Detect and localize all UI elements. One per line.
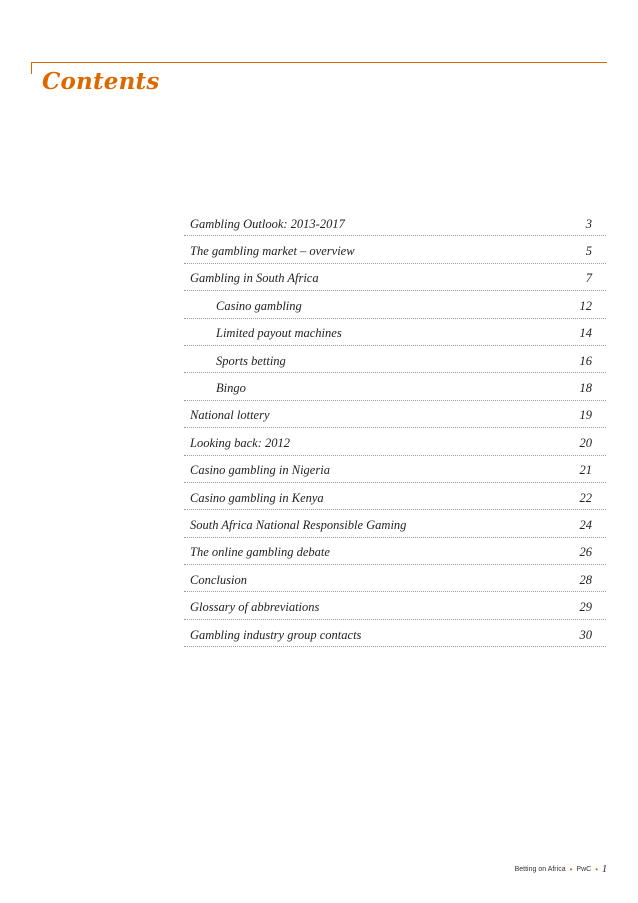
toc-entry-page: 7	[585, 271, 592, 286]
toc-entry-page: 20	[579, 435, 592, 450]
toc-entry-label: The online gambling debate	[190, 545, 330, 560]
toc-entry-label: Conclusion	[190, 572, 247, 587]
toc-entry[interactable]	[184, 428, 606, 455]
footer-separator: •	[595, 865, 598, 874]
toc-entry-label: National lottery	[190, 408, 270, 423]
toc-entry[interactable]	[184, 291, 606, 318]
footer-brand: PwC	[576, 866, 592, 873]
toc-entry[interactable]	[184, 264, 606, 291]
toc-entry-label: Gambling in South Africa	[190, 271, 319, 286]
toc-entry-label: Limited payout machines	[216, 326, 342, 341]
header-rule	[31, 62, 607, 63]
page-footer	[515, 864, 607, 875]
toc-entry-page: 30	[579, 627, 592, 642]
toc-entry-page: 18	[579, 381, 592, 396]
toc-entry-page: 22	[579, 490, 592, 505]
toc-entry-page: 26	[579, 545, 592, 560]
toc-entry-page: 28	[579, 572, 592, 587]
toc-entry-label: Sports betting	[216, 353, 286, 368]
toc-entry-label: Looking back: 2012	[190, 435, 290, 450]
toc-entry-page: 3	[585, 216, 592, 231]
toc-entry-page: 29	[579, 600, 592, 615]
toc-entry[interactable]	[184, 209, 606, 236]
toc-entry-label: The gambling market – overview	[190, 244, 355, 259]
toc-entry-page: 19	[579, 408, 592, 423]
toc-entry[interactable]	[184, 592, 606, 619]
footer-page-number: 1	[602, 864, 607, 875]
toc-entry[interactable]	[184, 538, 606, 565]
table-of-contents	[184, 209, 606, 647]
toc-entry-label: Glossary of abbreviations	[190, 600, 320, 615]
toc-entry-page: 14	[579, 326, 592, 341]
toc-entry[interactable]	[184, 483, 606, 510]
page-title: Contents	[42, 68, 160, 95]
toc-entry-label: Bingo	[216, 381, 246, 396]
toc-entry-label: Casino gambling	[216, 298, 302, 313]
toc-entry-page: 21	[579, 463, 592, 478]
toc-entry[interactable]	[184, 346, 606, 373]
toc-entry[interactable]	[184, 401, 606, 428]
toc-entry[interactable]	[184, 456, 606, 483]
footer-doc-title: Betting on Africa	[514, 866, 566, 873]
toc-entry-label: Gambling Outlook: 2013-2017	[190, 216, 345, 231]
toc-entry-page: 5	[585, 244, 592, 259]
header-rule-tick	[31, 62, 32, 74]
toc-entry-page: 16	[579, 353, 592, 368]
toc-entry-page: 24	[579, 517, 592, 532]
toc-entry-label: Casino gambling in Kenya	[190, 490, 324, 505]
toc-entry[interactable]	[184, 236, 606, 263]
toc-entry-page: 12	[579, 298, 592, 313]
footer-separator: •	[569, 865, 573, 874]
toc-entry[interactable]	[184, 510, 606, 537]
toc-entry[interactable]	[184, 319, 606, 346]
toc-entry[interactable]	[184, 565, 606, 592]
toc-entry[interactable]	[184, 373, 606, 400]
toc-entry[interactable]	[184, 620, 606, 647]
toc-entry-label: South Africa National Responsible Gaming	[190, 517, 407, 532]
toc-entry-label: Casino gambling in Nigeria	[190, 463, 330, 478]
toc-entry-label: Gambling industry group contacts	[190, 627, 362, 642]
